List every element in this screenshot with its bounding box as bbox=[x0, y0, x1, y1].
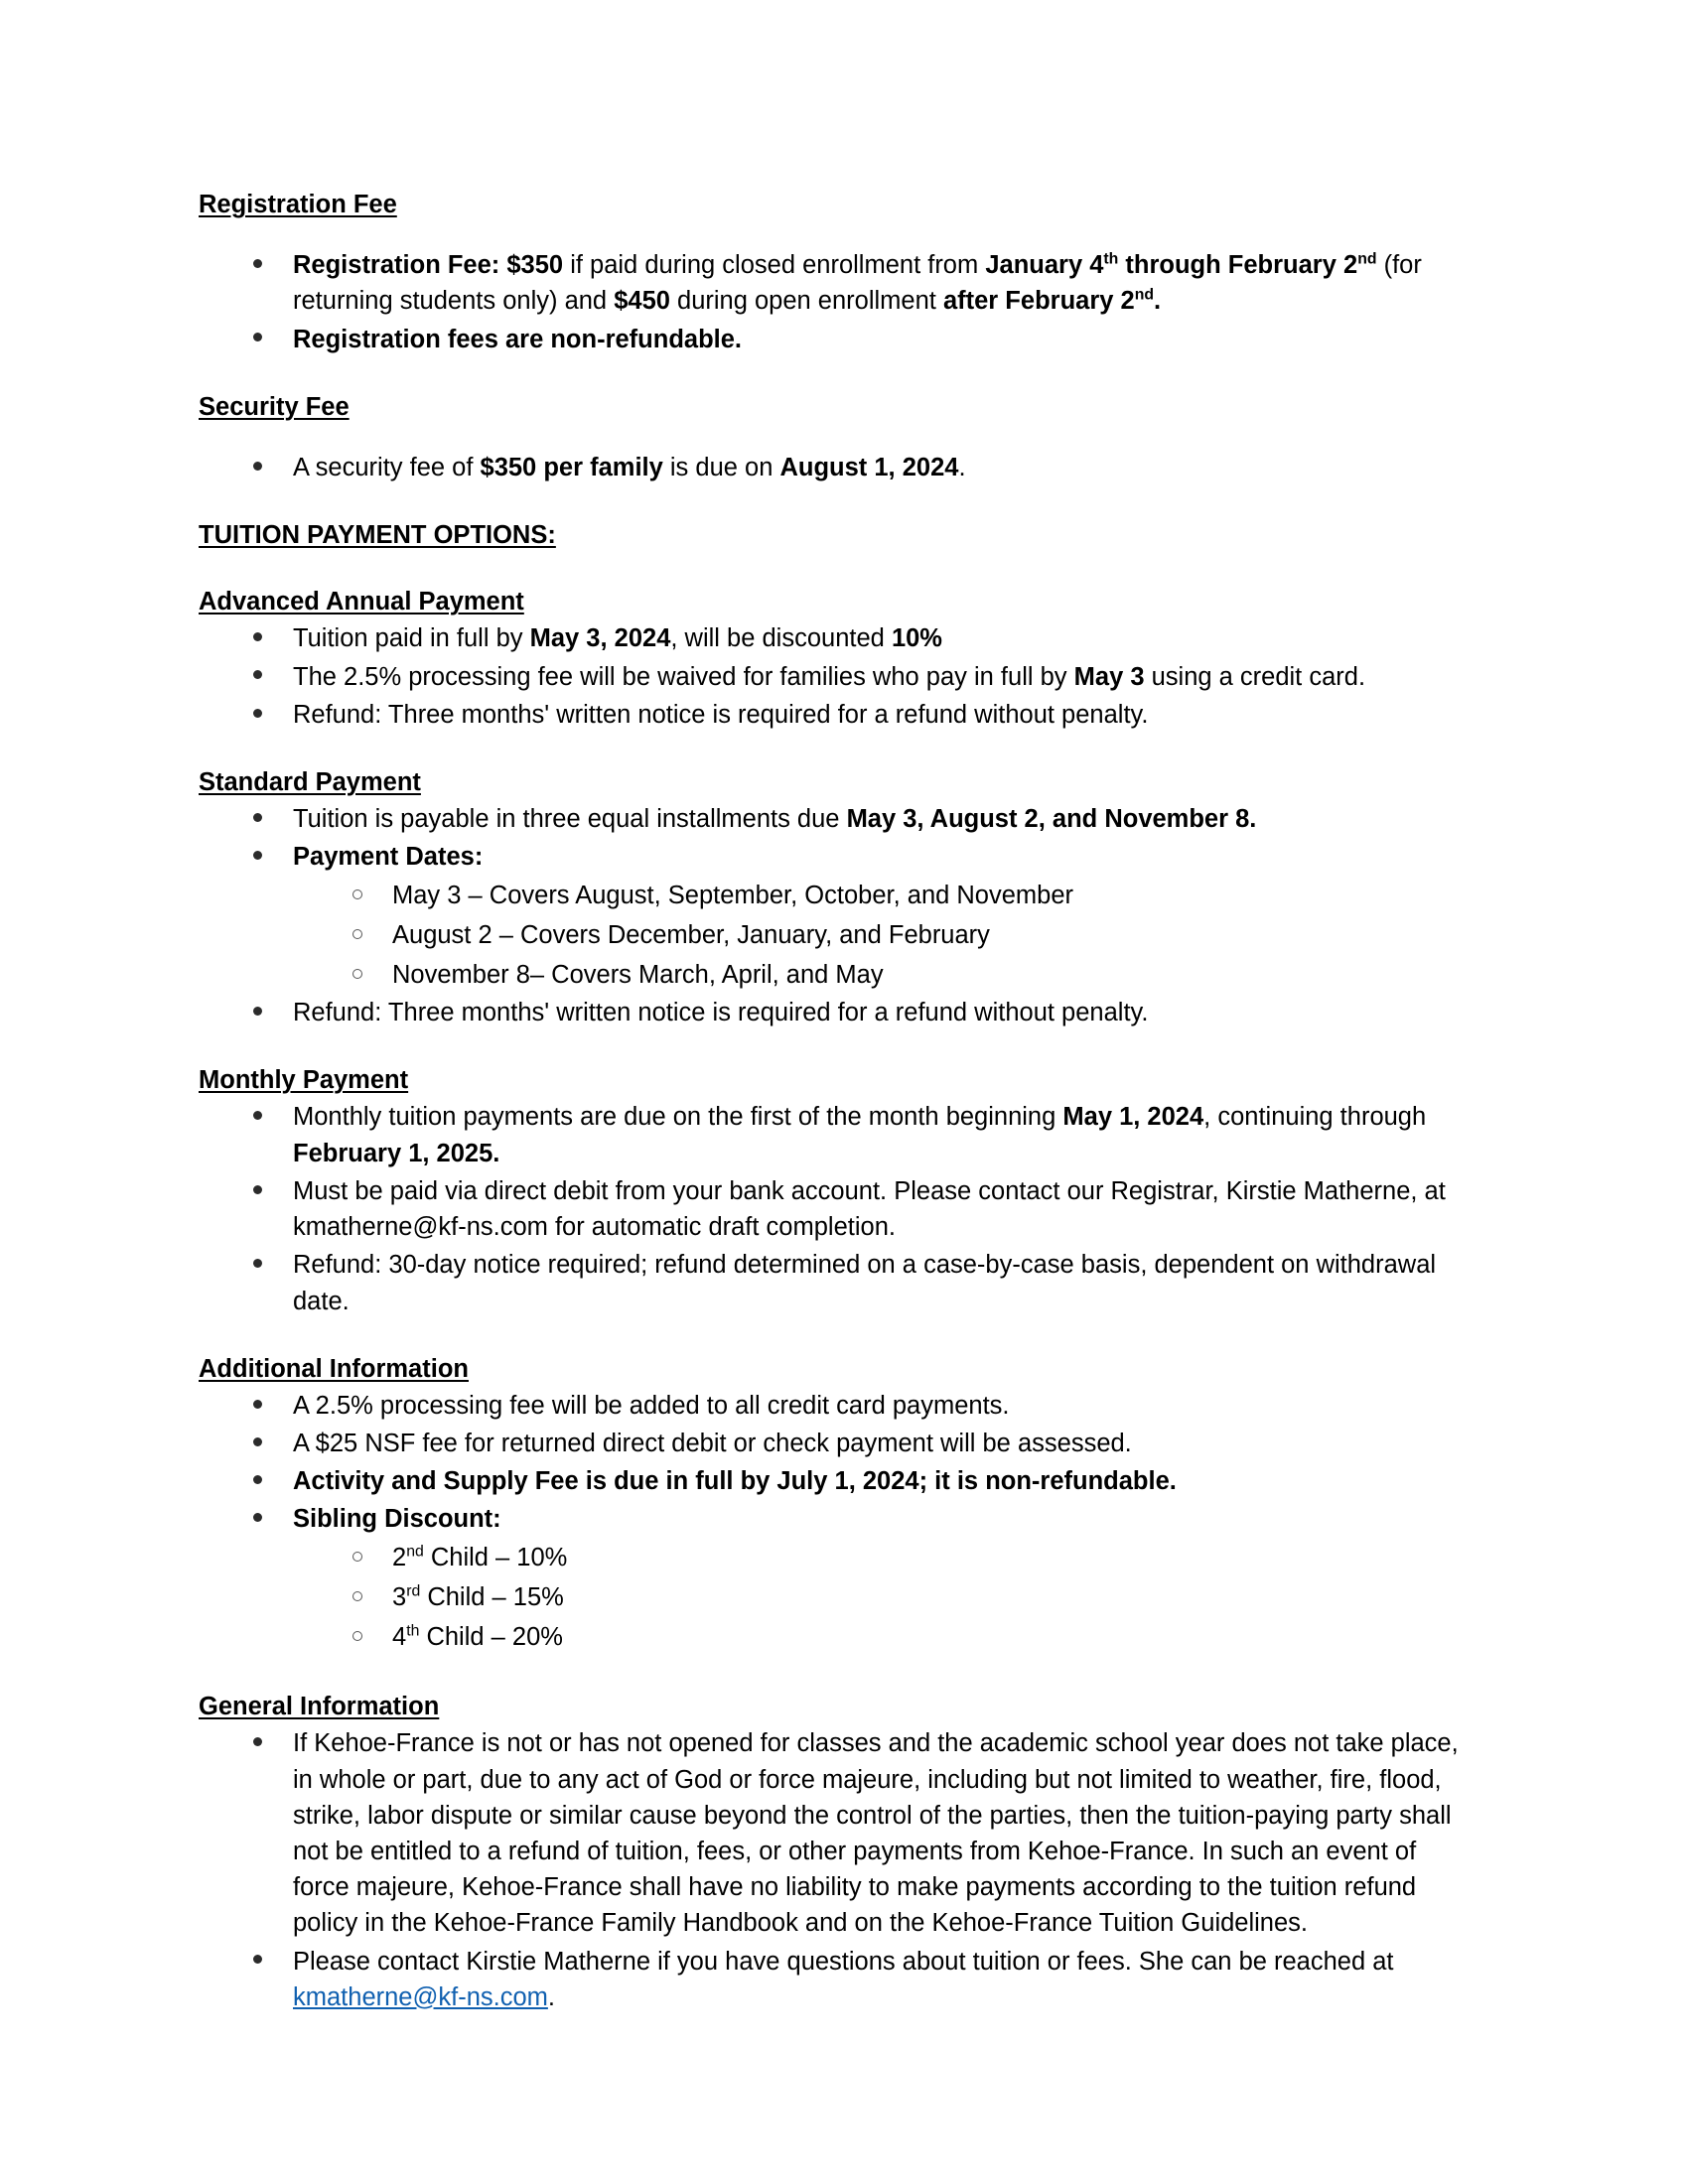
list-item bbox=[199, 450, 1460, 485]
bullet-list bbox=[199, 620, 1460, 733]
bullet-disc-icon bbox=[253, 333, 262, 341]
text-run: Tuition is payable in three equal installments due bbox=[293, 805, 847, 834]
list-item-text bbox=[293, 701, 1148, 729]
bullet-list bbox=[199, 801, 1460, 1030]
text-run: 2 bbox=[392, 1543, 407, 1571]
section-heading-general-information bbox=[199, 1691, 1460, 1723]
bullet-disc-icon bbox=[253, 1007, 262, 1016]
bullet-disc-icon bbox=[253, 632, 262, 641]
list-item-text bbox=[293, 1948, 1394, 2011]
text-run: A security fee of bbox=[293, 453, 481, 481]
bullet-list bbox=[199, 1388, 1460, 1655]
text-run: Monthly tuition payments are due on the first of the month beginning bbox=[293, 1103, 1063, 1132]
sub-list-item bbox=[293, 1579, 1460, 1615]
list-item bbox=[199, 1725, 1460, 1941]
text-run: Tuition paid in full by bbox=[293, 624, 530, 653]
sub-list-item-text bbox=[392, 1623, 563, 1651]
section-spacer bbox=[199, 357, 1460, 391]
text-run: if paid during closed enrollment from bbox=[563, 251, 986, 280]
bullet-disc-icon bbox=[253, 462, 262, 471]
ordinal-superscript: nd bbox=[1357, 250, 1377, 268]
bullet-disc-icon bbox=[253, 813, 262, 822]
list-item bbox=[199, 1173, 1460, 1245]
sub-list-item bbox=[293, 878, 1460, 913]
text-run: The 2.5% processing fee will be waived for families who pay in full by bbox=[293, 662, 1074, 691]
section-heading-standard-payment bbox=[199, 766, 1460, 799]
bullet-disc-icon bbox=[253, 709, 262, 718]
text-run: May 1, 2024 bbox=[1062, 1103, 1204, 1132]
bullet-circle-icon bbox=[352, 1591, 362, 1601]
section-spacer bbox=[199, 1657, 1460, 1691]
list-item bbox=[199, 995, 1460, 1030]
list-item bbox=[199, 1463, 1460, 1499]
text-run: Please contact Kirstie Matherne if you have questions about tuition or fees. She can be reached at bbox=[293, 1947, 1394, 1976]
text-run: . bbox=[1154, 287, 1162, 316]
list-item-text bbox=[293, 251, 1422, 315]
text-run: If Kehoe-France is not or has not opened for classes and the academic school year does not take place, in whole or part, due to any act of God or force majeure, including but not limited to weather, fire, flood, strike, labor dispute or similar cause beyond the control of the parties, then the tuition-paying party shall not be entitled to a refund of tuition, fees, or other payments from Kehoe-France. In such an event of force majeure, Kehoe-France shall have no liability to make payments according to the tuition refund policy in the Kehoe-France Family Handbook and on the Kehoe-France Tuition Guidelines. bbox=[293, 1729, 1459, 1938]
text-run: . bbox=[958, 453, 966, 481]
email-link[interactable]: kmatherne@kf-ns.com bbox=[293, 1982, 548, 2011]
text-run: $450 bbox=[614, 287, 670, 316]
bullet-disc-icon bbox=[253, 1955, 262, 1964]
sub-list-item-text bbox=[392, 921, 990, 949]
list-item bbox=[199, 839, 1460, 993]
bullet-list bbox=[199, 1099, 1460, 1318]
bullet-circle-icon bbox=[352, 1552, 362, 1562]
text-run: Child – 15% bbox=[420, 1582, 564, 1611]
bullet-circle-icon bbox=[352, 889, 362, 899]
heading-spacer bbox=[199, 221, 1460, 247]
text-run: May 3, 2024 bbox=[529, 624, 671, 653]
list-item bbox=[199, 659, 1460, 695]
bullet-disc-icon bbox=[253, 1737, 262, 1746]
text-run: (for returning students only) and bbox=[293, 251, 1422, 316]
list-item-text bbox=[293, 805, 1256, 833]
text-run: Refund: Three months' written notice is required for a refund without penalty. bbox=[293, 700, 1149, 729]
text-run: November 8– Covers March, April, and May bbox=[392, 960, 884, 989]
text-run: 3 bbox=[392, 1582, 407, 1611]
ordinal-superscript: nd bbox=[1134, 286, 1155, 304]
text-run: , continuing through bbox=[1203, 1103, 1427, 1132]
sub-list-item-text bbox=[392, 882, 1073, 909]
section-heading-tuition-payment-options bbox=[199, 519, 1460, 552]
text-run: August 2 – Covers December, January, and February bbox=[392, 920, 990, 949]
section-heading-additional-information bbox=[199, 1353, 1460, 1386]
list-item bbox=[199, 801, 1460, 837]
section-heading-registration-fee bbox=[199, 189, 1460, 221]
list-item bbox=[199, 247, 1460, 319]
text-run: A $25 NSF fee for returned direct debit or check payment will be assessed. bbox=[293, 1430, 1132, 1458]
bullet-disc-icon bbox=[253, 1437, 262, 1446]
bullet-disc-icon bbox=[253, 1259, 262, 1268]
section-spacer bbox=[199, 485, 1460, 519]
text-run: Refund: 30-day notice required; refund determined on a case-by-case basis, dependent on withdrawal date. bbox=[293, 1251, 1437, 1315]
text-run: Child – 20% bbox=[419, 1623, 563, 1652]
list-item bbox=[199, 1501, 1460, 1655]
list-item-text bbox=[293, 1103, 1426, 1166]
text-run: January 4 bbox=[985, 251, 1104, 280]
heading-spacer bbox=[199, 424, 1460, 450]
document-body bbox=[199, 189, 1460, 2015]
ordinal-superscript: rd bbox=[406, 1582, 421, 1600]
text-run: Registration fees are non-refundable. bbox=[293, 325, 743, 353]
text-run: Must be paid via direct debit from your bank account. Please contact our Registrar, Kirstie Matherne, at kmatherne@kf-ns.com for automatic draft completion. bbox=[293, 1176, 1446, 1242]
list-item bbox=[199, 322, 1460, 357]
section-spacer bbox=[199, 1030, 1460, 1064]
sub-bullet-list bbox=[293, 1540, 1460, 1656]
bullet-disc-icon bbox=[253, 851, 262, 860]
list-item bbox=[199, 1388, 1460, 1424]
text-run: using a credit card. bbox=[1144, 662, 1366, 691]
text-run: $350 per family bbox=[480, 453, 663, 481]
text-run: Activity and Supply Fee is due in full by July 1, 2024; it is non-refundable. bbox=[293, 1467, 1177, 1496]
text-run: through February 2 bbox=[1118, 251, 1358, 280]
ordinal-superscript: nd bbox=[406, 1543, 424, 1561]
text-run: Payment Dates: bbox=[293, 843, 484, 872]
section-heading-text: Additional Information bbox=[199, 1354, 469, 1383]
bullet-disc-icon bbox=[253, 1111, 262, 1120]
text-run: Sibling Discount: bbox=[293, 1505, 501, 1534]
text-run: during open enrollment bbox=[669, 287, 943, 316]
text-run: May 3 – Covers August, September, October, and November bbox=[392, 881, 1074, 909]
list-item bbox=[199, 697, 1460, 733]
text-run: . bbox=[547, 1982, 555, 2011]
sub-list-item-text bbox=[392, 961, 884, 989]
bullet-list bbox=[199, 450, 1460, 485]
sub-list-item-text bbox=[392, 1544, 567, 1571]
sub-list-item-text bbox=[392, 1583, 564, 1611]
section-heading-monthly-payment bbox=[199, 1064, 1460, 1097]
list-item-text bbox=[293, 326, 742, 353]
text-run: May 3, August 2, and November 8. bbox=[846, 805, 1257, 834]
section-spacer bbox=[199, 733, 1460, 766]
bullet-disc-icon bbox=[253, 259, 262, 268]
list-item bbox=[199, 1099, 1460, 1170]
list-item-text bbox=[293, 1467, 1177, 1495]
bullet-disc-icon bbox=[253, 1475, 262, 1484]
section-heading-advanced-annual-payment bbox=[199, 586, 1460, 618]
text-run: Child – 10% bbox=[423, 1543, 568, 1571]
bullet-list bbox=[199, 1725, 1460, 2015]
section-heading-text: General Information bbox=[199, 1693, 440, 1721]
section-heading-text: Advanced Annual Payment bbox=[199, 588, 524, 616]
text-run: after February 2 bbox=[942, 287, 1135, 316]
list-item-text bbox=[293, 843, 483, 871]
list-item-text bbox=[293, 1505, 501, 1533]
text-run: is due on bbox=[662, 453, 780, 481]
text-run: 10% bbox=[891, 624, 942, 653]
section-spacer bbox=[199, 552, 1460, 586]
section-heading-security-fee bbox=[199, 391, 1460, 424]
bullet-circle-icon bbox=[352, 929, 362, 939]
list-item-text bbox=[293, 1251, 1436, 1314]
text-run: August 1, 2024 bbox=[779, 453, 959, 481]
bullet-disc-icon bbox=[253, 670, 262, 679]
text-run: 4 bbox=[392, 1623, 407, 1652]
sub-list-item bbox=[293, 1540, 1460, 1575]
bullet-disc-icon bbox=[253, 1513, 262, 1522]
ordinal-superscript: th bbox=[1103, 250, 1119, 268]
text-run: May 3 bbox=[1073, 662, 1145, 691]
list-item-text bbox=[293, 1177, 1446, 1241]
text-run: February 1, 2025. bbox=[293, 1139, 500, 1167]
list-item-text bbox=[293, 999, 1148, 1026]
text-run: , will be discounted bbox=[670, 624, 892, 653]
sub-list-item bbox=[293, 957, 1460, 993]
text-run: Refund: Three months' written notice is required for a refund without penalty. bbox=[293, 999, 1149, 1027]
list-item-text bbox=[293, 1430, 1132, 1457]
list-item-text bbox=[293, 624, 942, 652]
bullet-disc-icon bbox=[253, 1185, 262, 1194]
text-run: A 2.5% processing fee will be added to all credit card payments. bbox=[293, 1391, 1010, 1420]
list-item-text bbox=[293, 454, 966, 481]
list-item bbox=[199, 1426, 1460, 1461]
section-spacer bbox=[199, 1319, 1460, 1353]
text-run: Registration Fee: $350 bbox=[293, 251, 564, 280]
bullet-disc-icon bbox=[253, 1400, 262, 1409]
section-heading-text: Standard Payment bbox=[199, 767, 421, 796]
bullet-circle-icon bbox=[352, 969, 362, 979]
list-item bbox=[199, 1247, 1460, 1318]
sub-list-item bbox=[293, 1619, 1460, 1655]
sub-bullet-list bbox=[293, 878, 1460, 994]
section-heading-text: TUITION PAYMENT OPTIONS: bbox=[199, 521, 556, 550]
list-item bbox=[199, 1944, 1460, 2015]
list-item-text bbox=[293, 1729, 1459, 1937]
bullet-circle-icon bbox=[352, 1631, 362, 1641]
section-heading-text: Security Fee bbox=[199, 392, 350, 421]
list-item-text bbox=[293, 663, 1365, 691]
list-item bbox=[199, 620, 1460, 656]
bullet-list bbox=[199, 247, 1460, 357]
section-heading-text: Registration Fee bbox=[199, 191, 397, 218]
ordinal-superscript: th bbox=[406, 1622, 420, 1640]
sub-list-item bbox=[293, 917, 1460, 953]
list-item-text bbox=[293, 1392, 1009, 1420]
section-heading-text: Monthly Payment bbox=[199, 1066, 409, 1095]
